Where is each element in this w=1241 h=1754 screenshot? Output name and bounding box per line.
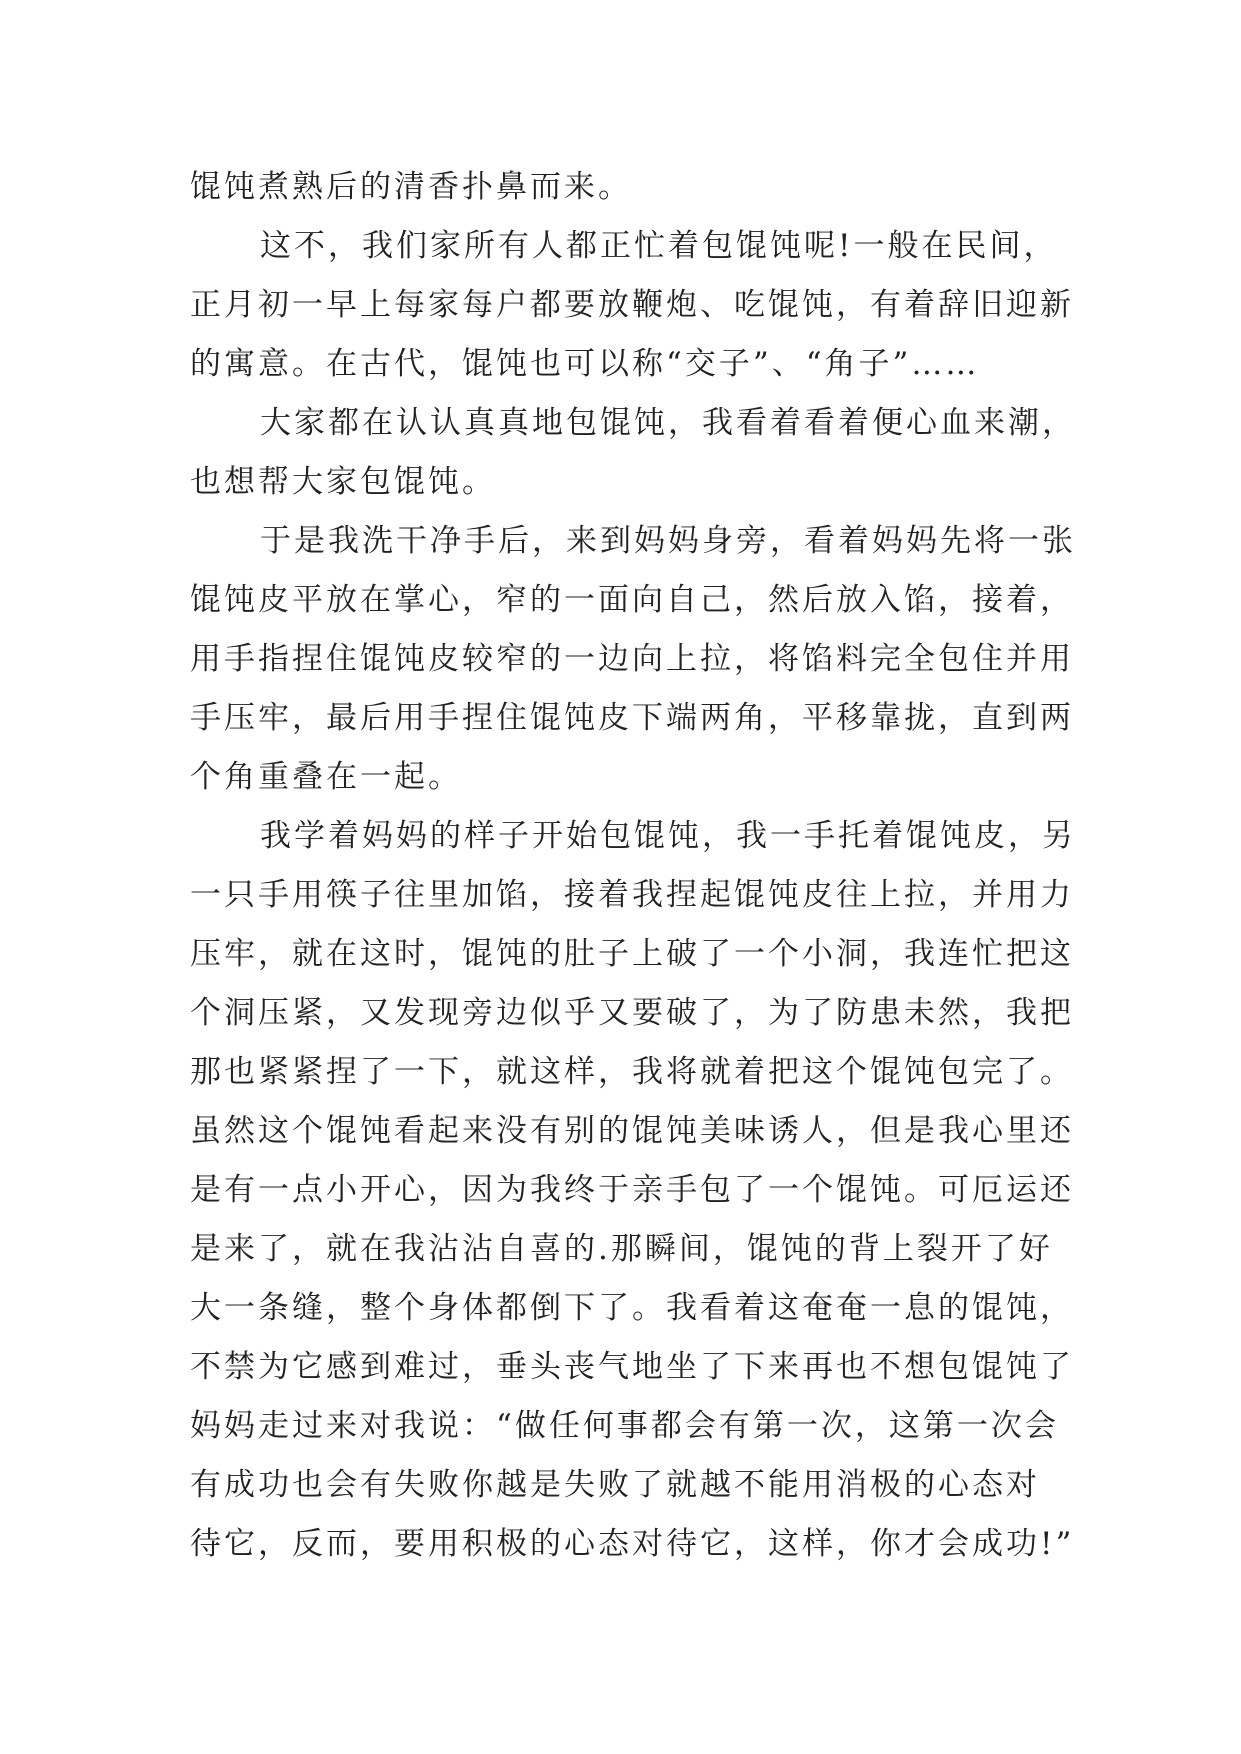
text-line-20: 大一条缝，整个身体都倒下了。我看着这奄奄一息的馄饨， <box>190 1290 1074 1326</box>
text-line-24: 待它，反而，要用积极的心态对待它，这样，你才会成功!” <box>190 1526 1075 1562</box>
text-line-10: 手压牢，最后用手捏住馄饨皮下端两角，平移靠拢，直到两 <box>190 700 1074 736</box>
text-line-3: 正月初一早上每家每户都要放鞭炮、吃馄饨，有着辞旧迎新 <box>190 287 1074 323</box>
body-text <box>190 158 1076 1574</box>
text-line-1: 馄饨煮熟后的清香扑鼻而来。 <box>190 169 632 205</box>
text-line-4: 的寓意。在古代，馄饨也可以称“交子”、“角子”…… <box>190 346 980 382</box>
text-line-22: 妈妈走过来对我说：“做任何事都会有第一次，这第一次会 <box>190 1408 1059 1444</box>
text-line-13: 一只手用筷子往里加馅，接着我捏起馄饨皮往上拉，并用力 <box>190 877 1074 913</box>
text-line-23: 有成功也会有失败你越是失败了就越不能用消极的心态对 <box>190 1467 1040 1503</box>
text-line-11: 个角重叠在一起。 <box>190 759 462 795</box>
text-line-15: 个洞压紧，又发现旁边似乎又要破了，为了防患未然，我把 <box>190 995 1074 1031</box>
text-line-12: 我学着妈妈的样子开始包馄饨，我一手托着馄饨皮，另 <box>260 818 1076 854</box>
text-line-17: 虽然这个馄饨看起来没有别的馄饨美味诱人，但是我心里还 <box>190 1113 1074 1149</box>
text-line-8: 馄饨皮平放在掌心，窄的一面向自己，然后放入馅，接着， <box>190 582 1074 618</box>
text-line-21: 不禁为它感到难过，垂头丧气地坐了下来再也不想包馄饨了 <box>190 1349 1074 1385</box>
text-line-7: 于是我洗干净手后，来到妈妈身旁，看着妈妈先将一张 <box>260 523 1076 559</box>
text-line-19: 是来了，就在我沾沾自喜的.那瞬间，馄饨的背上裂开了好 <box>190 1231 1053 1267</box>
text-line-9: 用手指捏住馄饨皮较窄的一边向上拉，将馅料完全包住并用 <box>190 641 1074 677</box>
text-line-5: 大家都在认认真真地包馄饨，我看着看着便心血来潮， <box>260 405 1076 441</box>
text-line-14: 压牢，就在这时，馄饨的肚子上破了一个小洞，我连忙把这 <box>190 936 1074 972</box>
text-line-18: 是有一点小开心，因为我终于亲手包了一个馄饨。可厄运还 <box>190 1172 1074 1208</box>
text-line-6: 也想帮大家包馄饨。 <box>190 464 496 500</box>
text-line-2: 这不，我们家所有人都正忙着包馄饨呢!一般在民间， <box>260 228 1058 264</box>
text-line-16: 那也紧紧捏了一下，就这样，我将就着把这个馄饨包完了。 <box>190 1054 1074 1090</box>
